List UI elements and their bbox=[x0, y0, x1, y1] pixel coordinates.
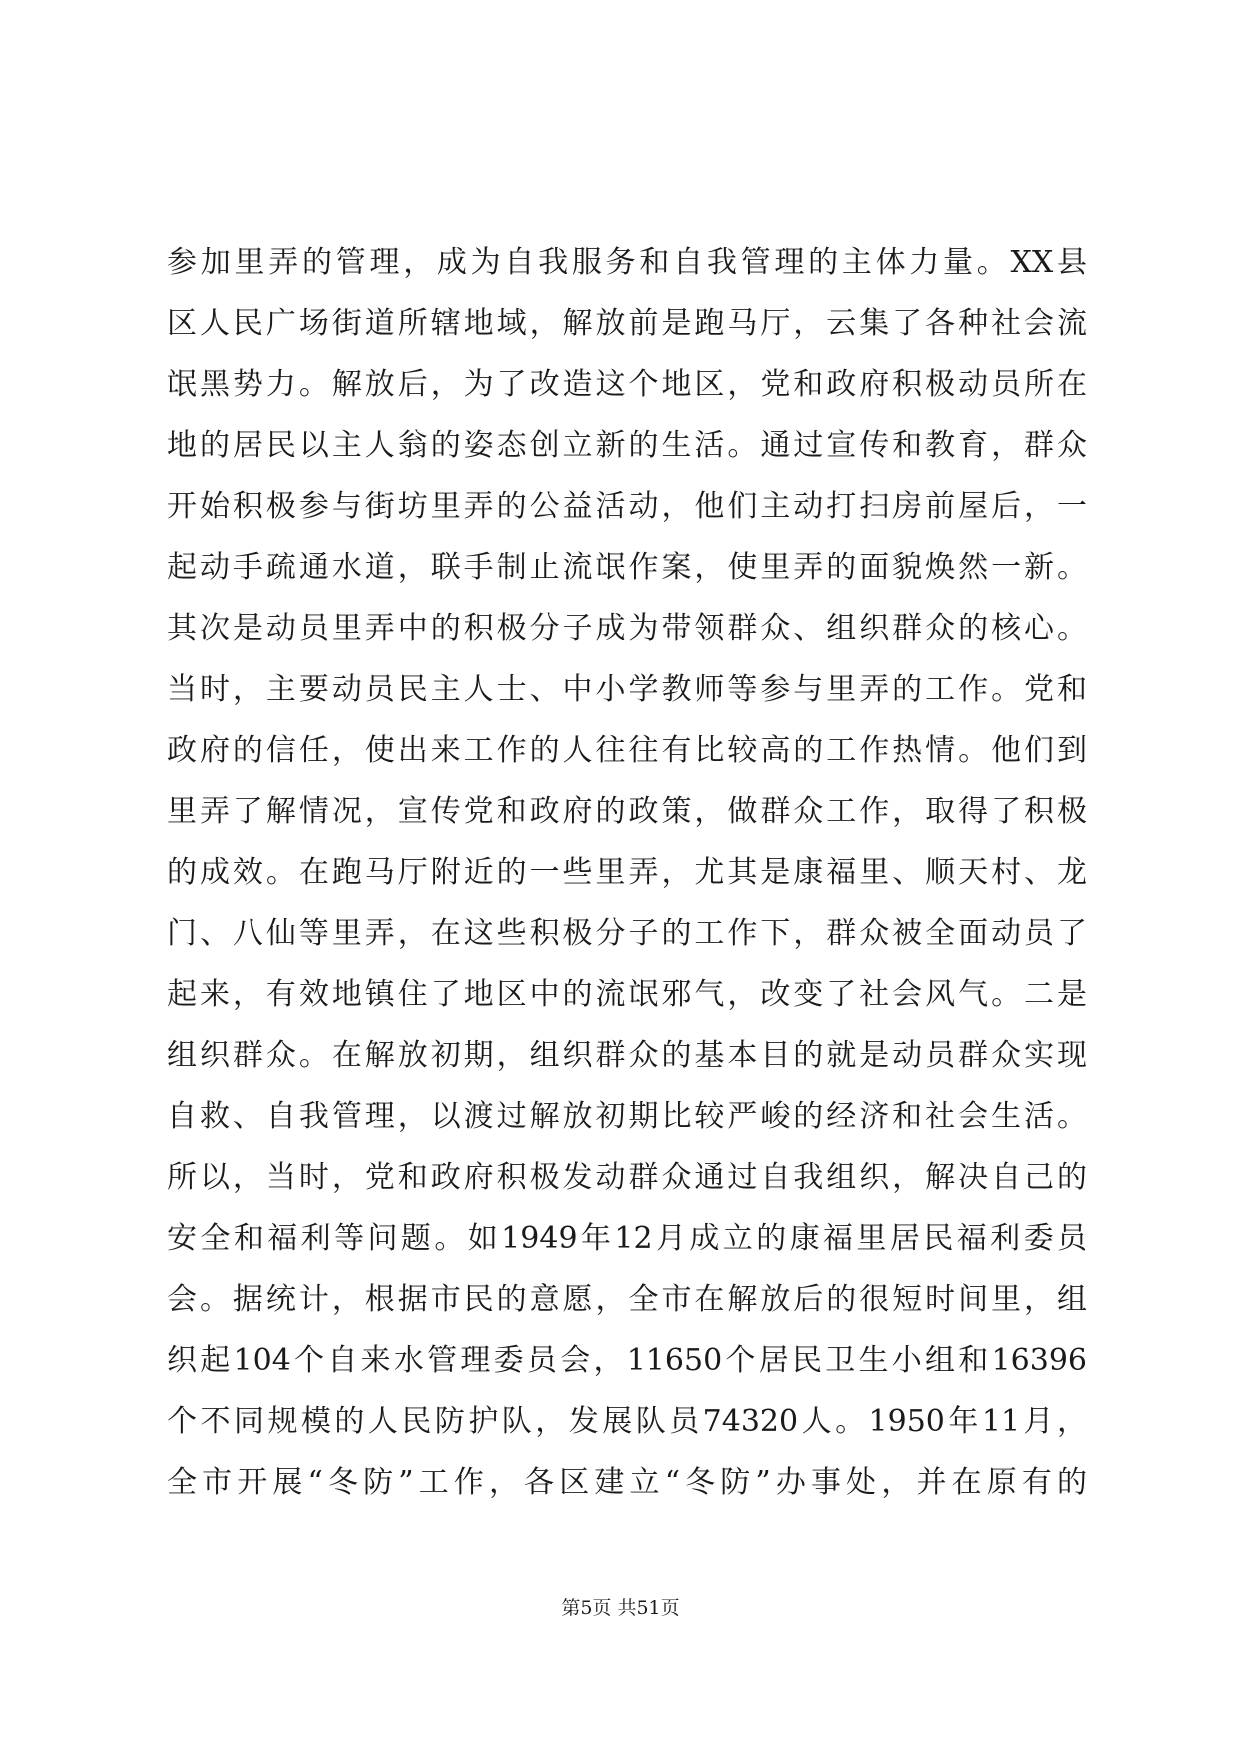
text-line: 其次是动员里弄中的积极分子成为带领群众、组织群众的核心。 bbox=[167, 611, 1087, 646]
text-line: 会。据统计，根据市民的意愿，全市在解放后的很短时间里，组 bbox=[167, 1282, 1087, 1317]
text-line: 组织群众。在解放初期，组织群众的基本目的就是动员群众实现 bbox=[167, 1038, 1087, 1073]
text-line: 地的居民以主人翁的姿态创立新的生活。通过宣传和教育，群众 bbox=[167, 428, 1087, 463]
text-line: 政府的信任，使出来工作的人往往有比较高的工作热情。他们到 bbox=[167, 733, 1087, 768]
text-line: 安全和福利等问题。如1949年12月成立的康福里居民福利委员 bbox=[167, 1221, 1087, 1256]
body-text bbox=[167, 232, 1087, 1513]
page-number: 第5页 共51页 bbox=[561, 1597, 680, 1619]
text-line: 参加里弄的管理，成为自我服务和自我管理的主体力量。XX县 bbox=[167, 245, 1087, 280]
text-line: 门、八仙等里弄，在这些积极分子的工作下，群众被全面动员了 bbox=[167, 916, 1087, 951]
text-line: 所以，当时，党和政府积极发动群众通过自我组织，解决自己的 bbox=[167, 1160, 1087, 1195]
text-line: 当时，主要动员民主人士、中小学教师等参与里弄的工作。党和 bbox=[167, 672, 1087, 707]
text-line: 里弄了解情况，宣传党和政府的政策，做群众工作，取得了积极 bbox=[167, 794, 1087, 829]
text-line: 自救、自我管理，以渡过解放初期比较严峻的经济和社会生活。 bbox=[167, 1099, 1087, 1134]
text-line: 氓黑势力。解放后，为了改造这个地区，党和政府积极动员所在 bbox=[167, 367, 1087, 402]
text-line: 开始积极参与街坊里弄的公益活动，他们主动打扫房前屋后，一 bbox=[167, 489, 1087, 524]
text-line: 起动手疏通水道，联手制止流氓作案，使里弄的面貌焕然一新。 bbox=[167, 550, 1087, 585]
text-line: 个不同规模的人民防护队，发展队员74320人。1950年11月， bbox=[167, 1404, 1087, 1439]
text-line: 全市开展“冬防”工作，各区建立“冬防”办事处，并在原有的 bbox=[167, 1465, 1087, 1500]
text-line: 织起104个自来水管理委员会，11650个居民卫生小组和16396 bbox=[167, 1343, 1087, 1378]
text-line: 起来，有效地镇住了地区中的流氓邪气，改变了社会风气。二是 bbox=[167, 977, 1087, 1012]
text-line: 的成效。在跑马厅附近的一些里弄，尤其是康福里、顺天村、龙 bbox=[167, 855, 1087, 890]
text-line: 区人民广场街道所辖地域，解放前是跑马厅，云集了各种社会流 bbox=[167, 306, 1087, 341]
page-footer bbox=[0, 1593, 1241, 1623]
